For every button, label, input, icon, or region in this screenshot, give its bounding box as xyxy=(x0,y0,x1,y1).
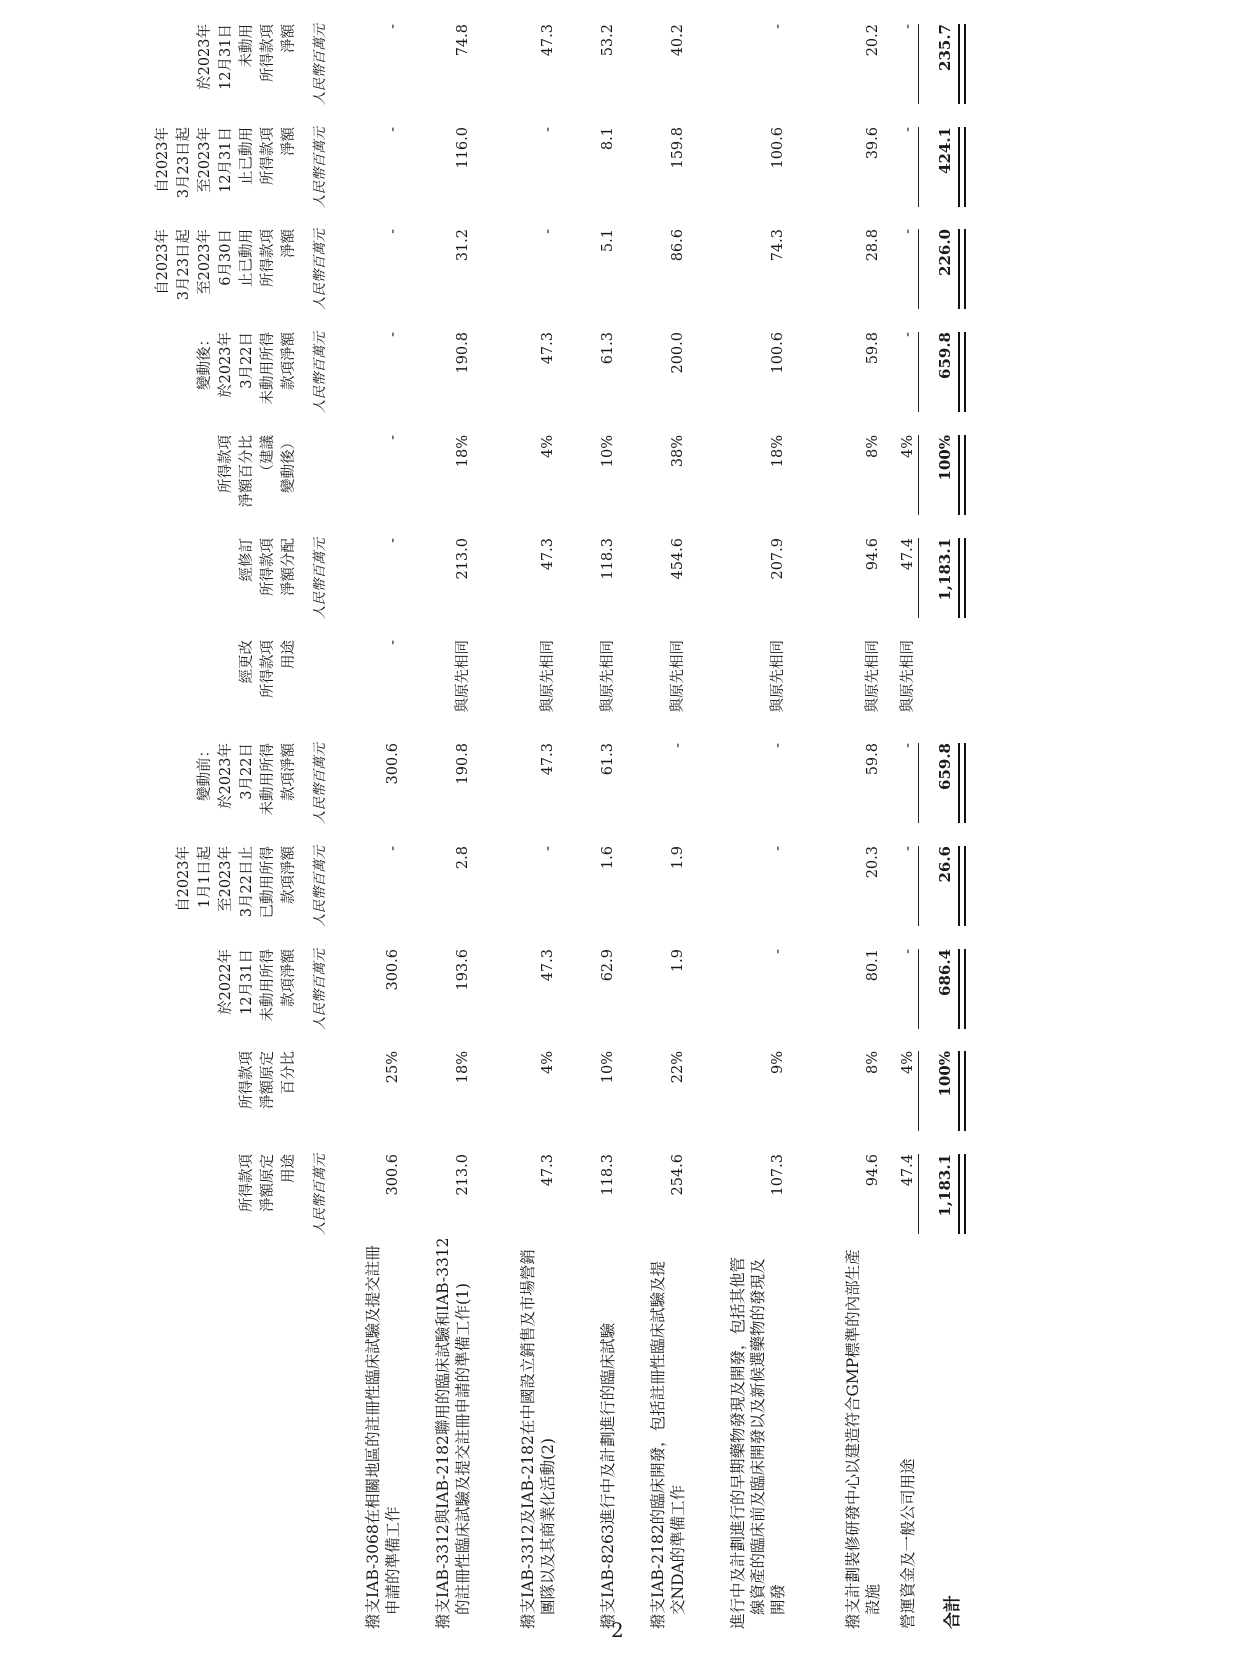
double-underline xyxy=(958,435,966,515)
double-underline xyxy=(958,1051,966,1131)
cell-f: 與原先相同 xyxy=(900,640,916,713)
row-label: 交NDA的準備工作 xyxy=(669,1484,687,1615)
total-b: 100% xyxy=(936,1051,954,1097)
cell-f: 與原先相同 xyxy=(670,640,686,713)
cell-j: - xyxy=(900,229,916,234)
cell-i: 200.0 xyxy=(670,332,686,374)
underline xyxy=(918,1051,919,1131)
cell-f: 與原先相同 xyxy=(770,640,786,713)
cell-h: 18% xyxy=(770,435,786,468)
cell-l: - xyxy=(385,24,401,29)
cell-g: - xyxy=(385,538,401,543)
column-header-i: 變動後： 於2023年 3月22日 未動用所得 款項淨額 xyxy=(197,332,297,405)
underline xyxy=(918,332,919,412)
double-underline xyxy=(958,127,966,207)
cell-d: - xyxy=(900,846,916,851)
cell-h: 8% xyxy=(865,435,881,459)
cell-l: - xyxy=(770,24,786,29)
column-unit-k: 人民幣百萬元 xyxy=(312,127,328,208)
underline xyxy=(918,949,919,1029)
cell-i: - xyxy=(900,332,916,337)
cell-j: 86.6 xyxy=(670,229,686,262)
cell-e: 47.3 xyxy=(540,743,556,776)
cell-h: 38% xyxy=(670,435,686,468)
cell-f: 與原先相同 xyxy=(865,640,881,713)
cell-c: 300.6 xyxy=(385,949,401,991)
cell-l: 40.2 xyxy=(670,24,686,57)
row-label: 撥支IAB-3312與IAB-2182聯用的臨床試驗和IAB-3312 xyxy=(434,1237,452,1629)
column-header-l: 於2023年 12月31日 未動用 所得款項 淨額 xyxy=(197,24,297,90)
cell-i: - xyxy=(385,332,401,337)
cell-h: - xyxy=(385,435,401,440)
cell-a: 94.6 xyxy=(865,1154,881,1187)
cell-e: - xyxy=(770,743,786,748)
underline xyxy=(918,435,919,515)
cell-a: 47.4 xyxy=(900,1154,916,1187)
cell-i: 61.3 xyxy=(600,332,616,365)
double-underline xyxy=(958,949,966,1029)
cell-b: 18% xyxy=(455,1051,471,1084)
cell-g: 213.0 xyxy=(455,538,471,580)
cell-c: 80.1 xyxy=(865,949,881,982)
column-header-g: 經修訂 所得款項 淨額分配 xyxy=(239,538,297,596)
total-j: 226.0 xyxy=(936,229,954,276)
double-underline xyxy=(958,229,966,309)
cell-c: 62.9 xyxy=(600,949,616,982)
row-label: 撥支IAB-3312及IAB-2182在中國設立銷售及市場營銷 xyxy=(519,1249,537,1629)
cell-b: 25% xyxy=(385,1051,401,1084)
column-unit-l: 人民幣百萬元 xyxy=(312,24,328,105)
cell-d: - xyxy=(770,846,786,851)
cell-a: 213.0 xyxy=(455,1154,471,1196)
double-underline xyxy=(958,743,966,823)
cell-b: 22% xyxy=(670,1051,686,1084)
total-a: 1,183.1 xyxy=(936,1154,954,1217)
cell-a: 107.3 xyxy=(770,1154,786,1196)
row-label: 線資產的臨床前及臨床開發以及新候選藥物的發現及 xyxy=(749,1258,767,1615)
cell-j: 5.1 xyxy=(600,229,616,253)
cell-c: 193.6 xyxy=(455,949,471,991)
cell-d: - xyxy=(385,846,401,851)
cell-g: 207.9 xyxy=(770,538,786,580)
underline xyxy=(918,743,919,823)
cell-j: - xyxy=(385,229,401,234)
cell-a: 118.3 xyxy=(600,1154,616,1196)
cell-k: 116.0 xyxy=(455,127,471,169)
cell-k: - xyxy=(385,127,401,132)
cell-l: 20.2 xyxy=(865,24,881,57)
total-c: 686.4 xyxy=(936,949,954,996)
total-i: 659.8 xyxy=(936,332,954,379)
row-label: 設施 xyxy=(864,1583,882,1615)
cell-g: 454.6 xyxy=(670,538,686,580)
total-k: 424.1 xyxy=(936,127,954,174)
column-header-c: 於2022年 12月31日 未動用所得 款項淨額 xyxy=(218,949,297,1022)
cell-k: 39.6 xyxy=(865,127,881,160)
cell-l: 53.2 xyxy=(600,24,616,57)
row-label: 撥支IAB-8263進行中及計劃進行的臨床試驗 xyxy=(599,1322,617,1629)
row-label: 撥支計劃裝修研發中心以建造符合GMP標準的內部生產 xyxy=(844,1249,862,1629)
cell-c: 47.3 xyxy=(540,949,556,982)
cell-i: 100.6 xyxy=(770,332,786,374)
cell-b: 4% xyxy=(900,1051,916,1075)
cell-h: 4% xyxy=(900,435,916,459)
row-label: 進行中及計劃進行的早期藥物發現及開發，包括其他管 xyxy=(729,1256,747,1629)
underline xyxy=(918,127,919,207)
column-unit-c: 人民幣百萬元 xyxy=(312,949,328,1030)
cell-g: 118.3 xyxy=(600,538,616,580)
total-l: 235.7 xyxy=(936,24,954,71)
column-unit-i: 人民幣百萬元 xyxy=(312,332,328,413)
underline xyxy=(918,538,919,618)
row-label: 撥支IAB-2182的臨床開發，包括註冊性臨床試驗及提 xyxy=(649,1260,667,1629)
double-underline xyxy=(958,538,966,618)
cell-e: 300.6 xyxy=(385,743,401,785)
row-label: 營運資金及一般公司用途 xyxy=(899,1458,917,1629)
cell-l: - xyxy=(900,24,916,29)
cell-k: - xyxy=(540,127,556,132)
cell-l: 47.3 xyxy=(540,24,556,57)
underline xyxy=(918,1154,919,1234)
total-e: 659.8 xyxy=(936,743,954,790)
cell-c: - xyxy=(770,949,786,954)
cell-g: 94.6 xyxy=(865,538,881,571)
cell-i: 47.3 xyxy=(540,332,556,365)
column-header-k: 自2023年 3月23日起 至2023年 12月31日 止已動用 所得款項 淨額 xyxy=(155,127,297,199)
row-label: 團隊以及其商業化活動(2) xyxy=(539,1438,557,1615)
row-label: 的註冊性臨床試驗及提交註冊申請的準備工作(1) xyxy=(454,1283,472,1615)
cell-b: 10% xyxy=(600,1051,616,1084)
underline xyxy=(918,229,919,309)
cell-k: 159.8 xyxy=(670,127,686,169)
cell-g: 47.3 xyxy=(540,538,556,571)
cell-b: 4% xyxy=(540,1051,556,1075)
total-d: 26.6 xyxy=(936,846,954,883)
cell-g: 47.4 xyxy=(900,538,916,571)
column-header-d: 自2023年 1月1日起 至2023年 3月22日止 已動用所得 款項淨額 xyxy=(176,846,297,919)
row-label: 撥支IAB-3068在相關地區的註冊性臨床試驗及提交註冊 xyxy=(364,1245,382,1629)
cell-j: 28.8 xyxy=(865,229,881,262)
column-header-j: 自2023年 3月23日起 至2023年 6月30日 止已動用 所得款項 淨額 xyxy=(155,229,297,301)
cell-k: - xyxy=(900,127,916,132)
cell-h: 10% xyxy=(600,435,616,468)
cell-f: 與原先相同 xyxy=(600,640,616,713)
total-h: 100% xyxy=(936,435,954,481)
cell-c: - xyxy=(900,949,916,954)
cell-f: 與原先相同 xyxy=(540,640,556,713)
column-header-e: 變動前： 於2023年 3月22日 未動用所得 款項淨額 xyxy=(197,743,297,816)
column-header-h: 所得款項 淨額百分比 （建議 變動後） xyxy=(218,435,297,508)
double-underline xyxy=(958,24,966,104)
cell-b: 9% xyxy=(770,1051,786,1075)
cell-b: 8% xyxy=(865,1051,881,1075)
cell-l: 74.8 xyxy=(455,24,471,57)
column-header-f: 經更改 所得款項 用途 xyxy=(239,640,297,698)
cell-k: 8.1 xyxy=(600,127,616,151)
double-underline xyxy=(958,332,966,412)
cell-d: 1.6 xyxy=(600,846,616,870)
column-header-a: 所得款項 淨額原定 用途 xyxy=(239,1154,297,1212)
cell-a: 254.6 xyxy=(670,1154,686,1196)
cell-e: 59.8 xyxy=(865,743,881,776)
column-unit-g: 人民幣百萬元 xyxy=(312,538,328,619)
row-label: 開發 xyxy=(769,1583,787,1615)
underline xyxy=(918,24,919,104)
cell-d: 2.8 xyxy=(455,846,471,870)
cell-d: 1.9 xyxy=(670,846,686,870)
cell-i: 190.8 xyxy=(455,332,471,374)
cell-d: - xyxy=(540,846,556,851)
column-unit-e: 人民幣百萬元 xyxy=(312,743,328,824)
total-label: 合計 xyxy=(943,1595,963,1629)
cell-e: 190.8 xyxy=(455,743,471,785)
cell-j: 74.3 xyxy=(770,229,786,262)
underline xyxy=(918,846,919,926)
column-unit-j: 人民幣百萬元 xyxy=(312,229,328,310)
cell-e: - xyxy=(670,743,686,748)
cell-h: 4% xyxy=(540,435,556,459)
cell-c: 1.9 xyxy=(670,949,686,973)
cell-h: 18% xyxy=(455,435,471,468)
cell-i: 59.8 xyxy=(865,332,881,365)
cell-e: 61.3 xyxy=(600,743,616,776)
cell-f: - xyxy=(385,640,401,645)
cell-f: 與原先相同 xyxy=(455,640,471,713)
cell-a: 300.6 xyxy=(385,1154,401,1196)
column-header-b: 所得款項 淨額原定 百分比 xyxy=(239,1051,297,1109)
cell-j: 31.2 xyxy=(455,229,471,262)
cell-a: 47.3 xyxy=(540,1154,556,1187)
page-number: 2 xyxy=(611,1618,624,1642)
total-g: 1,183.1 xyxy=(936,538,954,601)
column-unit-d: 人民幣百萬元 xyxy=(312,846,328,927)
cell-j: - xyxy=(540,229,556,234)
double-underline xyxy=(958,846,966,926)
double-underline xyxy=(958,1154,966,1234)
column-unit-a: 人民幣百萬元 xyxy=(312,1154,328,1235)
row-label: 申請的準備工作 xyxy=(384,1506,402,1615)
cell-d: 20.3 xyxy=(865,846,881,879)
cell-e: - xyxy=(900,743,916,748)
cell-k: 100.6 xyxy=(770,127,786,169)
